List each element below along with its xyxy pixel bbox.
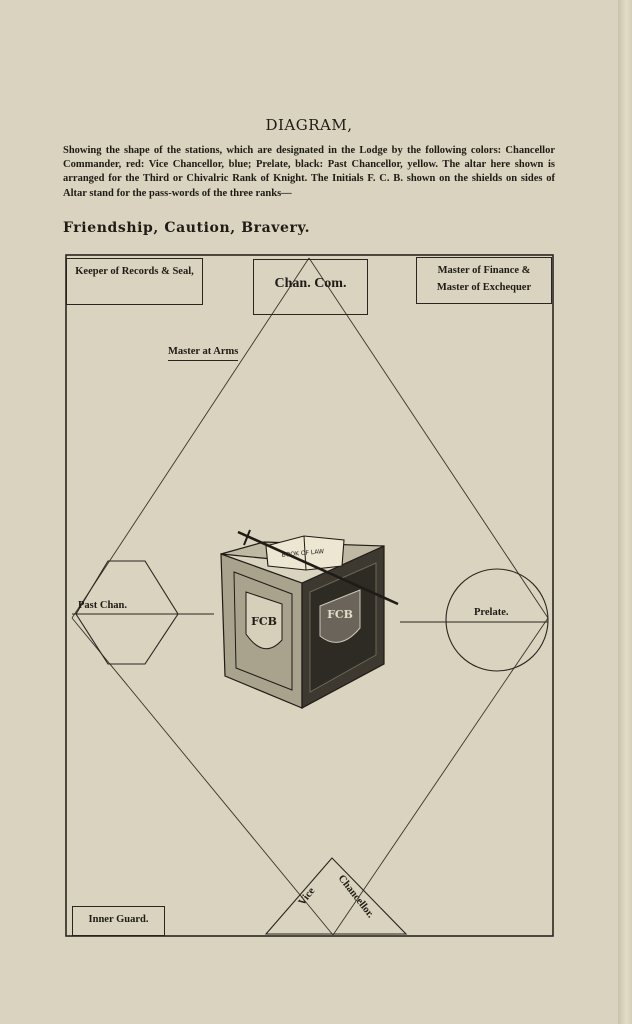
keeper-of-records-label: Keeper of Records & Seal,	[75, 266, 194, 277]
keeper-of-records-box	[66, 258, 203, 305]
chancellor-commander-label: Chan. Com.	[274, 276, 347, 291]
altar-shield-left-text: FCB	[251, 615, 277, 628]
altar	[221, 530, 398, 708]
altar-book-label: BOOK OF LAW	[281, 548, 325, 559]
chancellor-label: Chancellor.	[335, 873, 376, 921]
vice-label: Vice	[296, 885, 318, 908]
chancellor-commander-box	[253, 259, 368, 315]
prelate-label: Prelate.	[474, 607, 509, 618]
inner-guard-label: Inner Guard.	[88, 914, 149, 925]
inner-guard-box	[72, 906, 165, 936]
master-at-arms-label: Master at Arms	[168, 345, 238, 361]
page-title: DIAGRAM,	[265, 116, 353, 134]
vice-chancellor-triangle	[266, 858, 406, 934]
altar-shield-right-text: FCB	[327, 608, 353, 621]
prelate-circle	[446, 569, 548, 671]
master-of-finance-label: Master of Finance & Master of Exchequer	[436, 265, 532, 293]
past-chan-label: Past Chan.	[78, 600, 128, 611]
caption-emphasis: Friendship, Caution, Bravery.	[63, 220, 311, 236]
master-of-finance-box	[416, 257, 552, 304]
diagram-caption: Showing the shape of the stations, which are designated in the Lodge by the following colors: Chancellor Commander, red: Vice Chancellor, blue; Prelate, black: Past Chancellor, yellow. The altar here shown is arranged for the Third or Chivalric Rank of Knight. The Initials F. C. B. shown on the shields on sides of Altar stand for the pass-words of the three ranks—	[63, 145, 555, 199]
